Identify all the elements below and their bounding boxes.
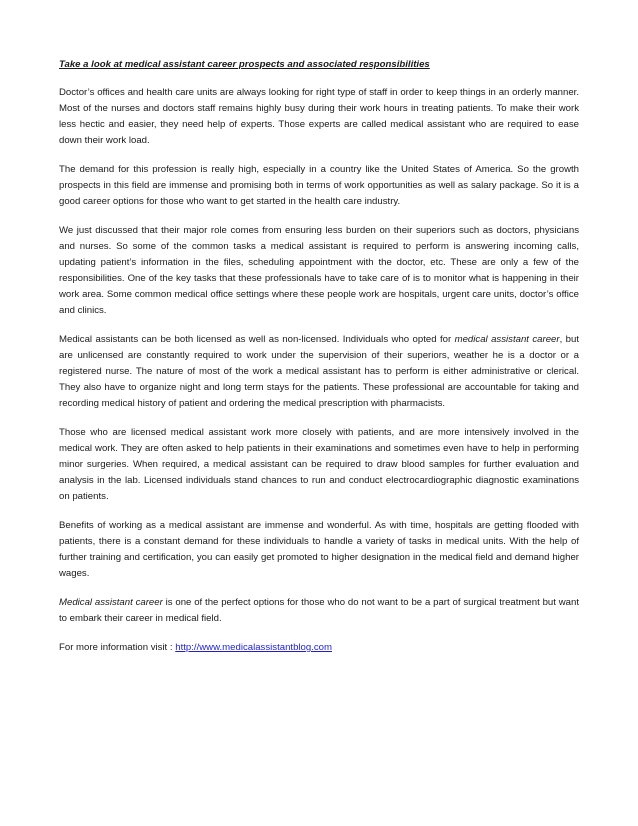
paragraph-more-info bbox=[59, 640, 579, 656]
emphasis-medical-assistant-career: medical assistant career bbox=[454, 334, 560, 345]
paragraph-conclusion bbox=[59, 595, 579, 627]
paragraph-demand: The demand for this profession is really high, especially in a country like the United States of America. So the growth prospects in this field are immense and promising both in terms of work opportunities as well as salary package. So it is a good career options for those who want to get started in the health care industry. bbox=[59, 164, 579, 207]
paragraph-benefits: Benefits of working as a medical assistant are immense and wonderful. As with time, hospitals are getting flooded with patients, there is a constant demand for these individuals to handle a variety of tasks in medical units. With the help of further training and certification, you can easily get promoted to higher designation in the medical field and demand higher wages. bbox=[59, 520, 579, 579]
paragraph-intro: Doctor’s offices and health care units are always looking for right type of staff in order to keep things in an orderly manner. Most of the nurses and doctors staff remains highly busy during their work hours in treating patients. To make their work less hectic and easier, they need help of experts. Those experts are called medical assistant who are required to ease down their work load. bbox=[59, 87, 579, 146]
paragraph-conclusion-text: is one of the perfect options for those who do not want to be a part of surgical treatment but want to embark their career in medical field. bbox=[59, 597, 579, 624]
paragraph-licensed: Those who are licensed medical assistant work more closely with patients, and are more intensively involved in the medical work. They are often asked to help patients in their examinations and sometimes even have to help in performing minor surgeries. When required, a medical assistant can be required to draw blood samples for further evaluation and analysis in the lab. Licensed individuals stand chances to run and conduct electrocardiographic diagnostic examinations on patients. bbox=[59, 427, 579, 502]
page-title: Take a look at medical assistant career prospects and associated responsibilities bbox=[59, 59, 430, 70]
website-link[interactable]: http://www.medicalassistantblog.com bbox=[175, 642, 332, 653]
paragraph-licensing bbox=[59, 332, 579, 412]
paragraph-responsibilities: We just discussed that their major role comes from ensuring less burden on their superiors such as doctors, physicians and nurses. So some of the common tasks a medical assistant is required to perform is answering incoming calls, updating patient’s information in the files, scheduling appointment with the doctor, etc. These are only a few of the responsibilities. One of the key tasks that these professionals have to take care of is to monitor what is happening in their work area. Some common medical office settings where these people work are hospitals, urgent care units, doctor’s office and clinics. bbox=[59, 225, 579, 316]
paragraph-licensing-text-2: , but are unlicensed are constantly required to work under the supervision of their superiors, weather he is a doctor or a registered nurse. The nature of most of the work a medical assistant has to perform is either administrative or clerical. They also have to organize night and long term stays for the patients. These professional are accountable for taking and recording medical history of patient and ordering the medical prescription with pharmacists. bbox=[59, 334, 579, 409]
emphasis-conclusion: Medical assistant career bbox=[59, 597, 163, 608]
more-info-label: For more information visit : bbox=[59, 642, 176, 653]
paragraph-licensing-text-1: Medical assistants can be both licensed as well as non-licensed. Individuals who opted for bbox=[59, 334, 455, 345]
